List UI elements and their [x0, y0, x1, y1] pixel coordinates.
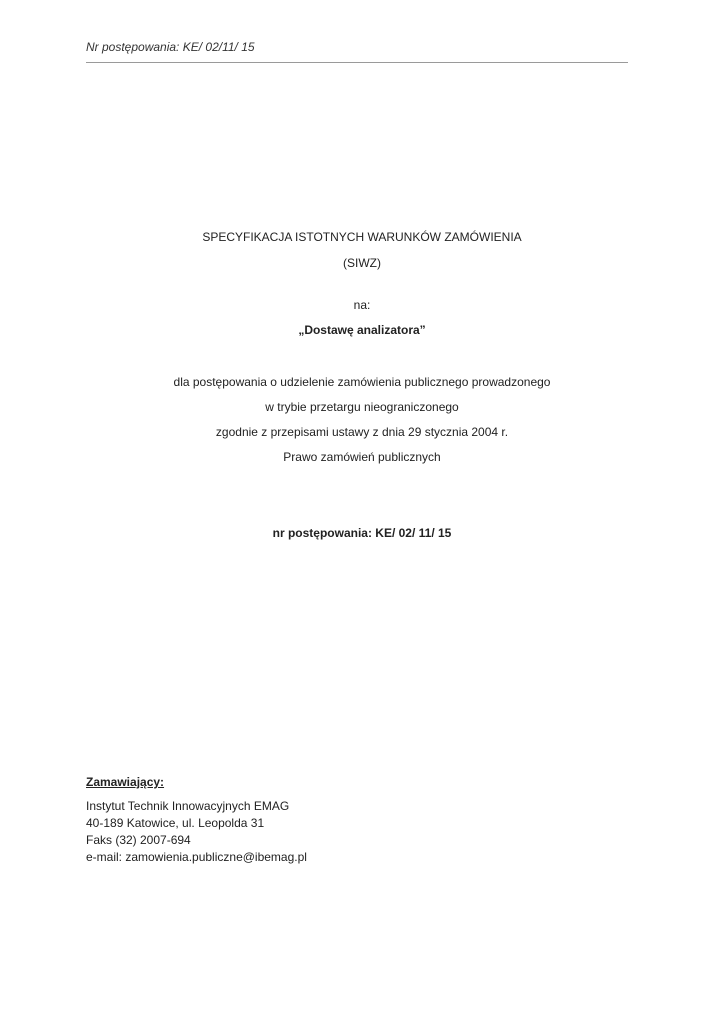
procedure-description-line: w trybie przetargu nieograniczonego [265, 400, 459, 414]
contracting-authority-address: 40-189 Katowice, ul. Leopolda 31 [86, 816, 265, 830]
subject-label: na: [353, 298, 371, 312]
procedure-description-line: zgodnie z przepisami ustawy z dnia 29 stycznia 2004 r. [215, 425, 509, 439]
procedure-description-line: dla postępowania o udzielenie zamówienia publicznego prowadzonego [173, 375, 551, 389]
document-title: SPECYFIKACJA ISTOTNYCH WARUNKÓW ZAMÓWIENIA [202, 230, 522, 244]
subject-name: „Dostawę analizatora” [298, 323, 426, 337]
header-divider [86, 62, 628, 63]
contracting-authority-name: Instytut Technik Innowacyjnych EMAG [86, 799, 290, 813]
contracting-authority-fax: Faks (32) 2007-694 [86, 833, 191, 847]
header-procedure-number: Nr postępowania: KE/ 02/11/ 15 [86, 40, 255, 54]
contracting-authority-email: e-mail: zamowienia.publiczne@ibemag.pl [86, 850, 307, 864]
document-title-abbreviation: (SIWZ) [343, 256, 381, 270]
procedure-number-main: nr postępowania: KE/ 02/ 11/ 15 [272, 526, 452, 540]
contracting-authority-heading: Zamawiający: [86, 775, 165, 789]
procedure-description-line: Prawo zamówień publicznych [283, 450, 441, 464]
